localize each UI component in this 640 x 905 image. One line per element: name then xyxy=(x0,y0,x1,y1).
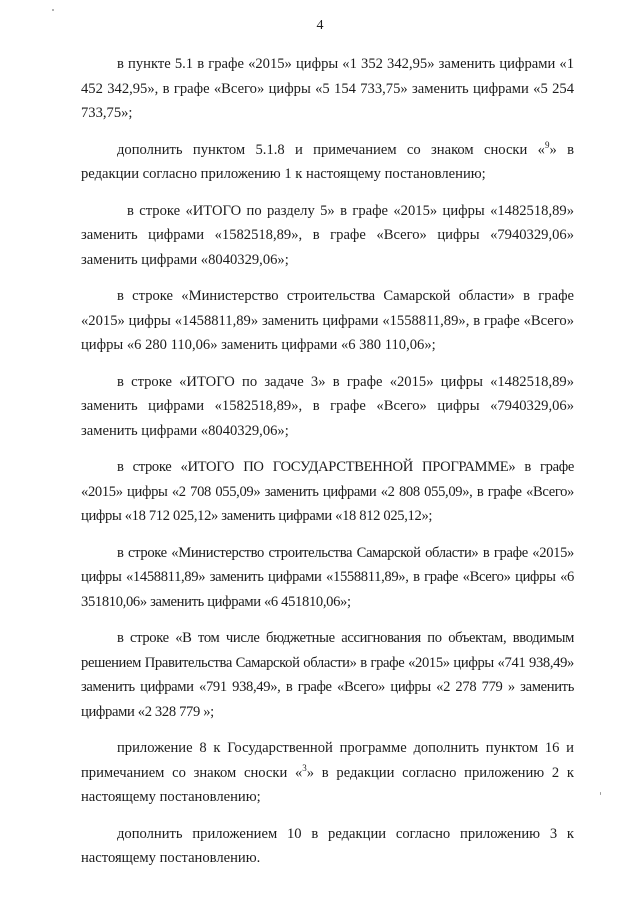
paragraph-8: в строке «В том числе бюджетные ассигнования по объектам, вводимым решением Правительства Самарской области» в графе «2015» цифры «741 938,49» заменить цифрами «791 938,49», в графе «Всего» цифры «2 278 779 » заменить цифрами «2 328 779 »; xyxy=(81,630,574,720)
paragraph-9-text-before: приложение 8 к Государственной программе дополнить пунктом 16 и примечанием со знаком сноски « xyxy=(81,740,574,781)
paragraph-2 xyxy=(81,138,574,187)
footnote-mark-9: 9 xyxy=(544,139,550,150)
paragraph-6: в строке «ИТОГО ПО ГОСУДАРСТВЕННОЙ ПРОГРАММЕ» в графе «2015» цифры «2 708 055,09» заменить цифрами «2 808 055,09», в графе «Всего» цифры «18 712 025,12» заменить цифрами «18 812 025,12»; xyxy=(81,459,574,524)
scan-speck-right xyxy=(600,792,601,795)
page-number: 4 xyxy=(316,18,324,33)
paragraph-2-text-before: дополнить пунктом 5.1.8 и примечанием со знаком сноски « xyxy=(117,141,545,158)
document-body xyxy=(81,52,574,883)
footnote-mark-3: 3 xyxy=(302,762,307,773)
paragraph-5: в строке «ИТОГО по задаче 3» в графе «2015» цифры «1482518,89» заменить цифрами «1582518,89», в графе «Всего» цифры «7940329,06» заменить цифрами «8040329,06»; xyxy=(81,373,574,439)
paragraph-9-text-after: » в редакции согласно приложению 2 к настоящему постановлению; xyxy=(81,764,574,805)
paragraph-7: в строке «Министерство строительства Самарской области» в графе «2015» цифры «1458811,89» заменить цифрами «1558811,89», в графе «Всего» цифры «6 351810,06» заменить цифрами «6 451810,06»; xyxy=(81,544,574,610)
paragraph-1: в пункте 5.1 в графе «2015» цифры «1 352 342,95» заменить цифрами «1 452 342,95», в графе «Всего» цифры «5 154 733,75» заменить цифрами «5 254 733,75»; xyxy=(81,56,574,121)
paragraph-9 xyxy=(81,736,574,810)
paragraph-2-text-after: » в редакции согласно приложению 1 к настоящему постановлению; xyxy=(81,141,574,182)
paragraph-10: дополнить приложением 10 в редакции согласно приложению 3 к настоящему постановлению. xyxy=(81,825,574,866)
paragraph-3: в строке «ИТОГО по разделу 5» в графе «2015» цифры «1482518,89» заменить цифрами «1582518,89», в графе «Всего» цифры «7940329,06» заменить цифрами «8040329,06»; xyxy=(81,202,574,268)
scan-speck-top-left xyxy=(52,9,54,11)
paragraph-4: в строке «Министерство строительства Самарской области» в графе «2015» цифры «1458811,89» заменить цифрами «1558811,89», в графе «Всего» цифры «6 280 110,06» заменить цифрами «6 380 110,06»; xyxy=(81,288,574,353)
